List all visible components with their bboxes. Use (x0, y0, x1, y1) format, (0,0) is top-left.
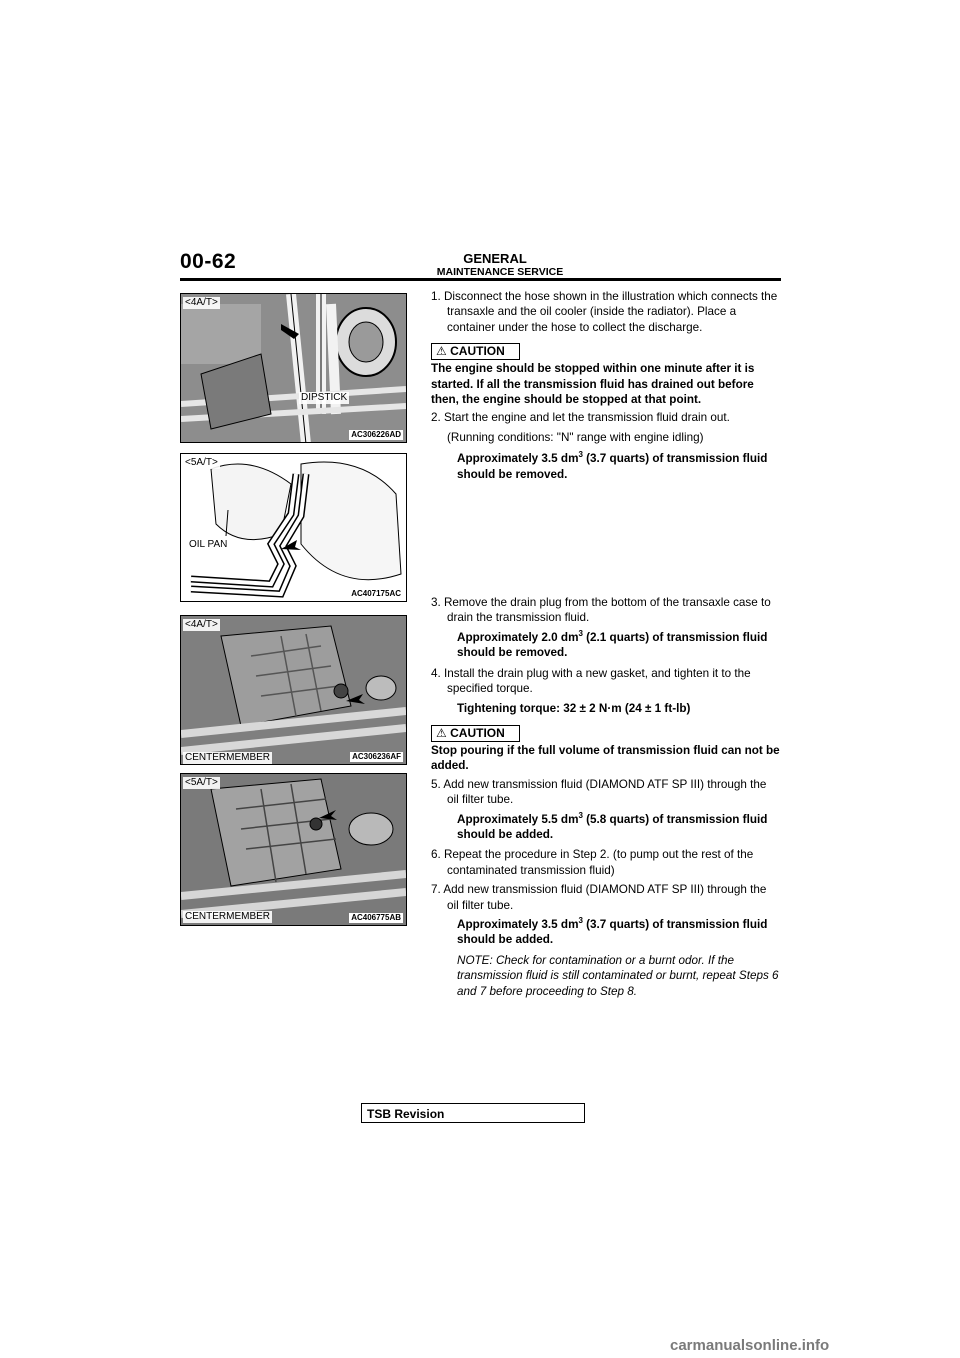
step-7: 7. Add new transmission fluid (DIAMOND ATF SP III) through the oil filter tube. (431, 883, 767, 912)
tightening-torque: Tightening torque: 32 ± 2 N·m (24 ± 1 ft-lb) (457, 701, 691, 715)
step-7-volume: Approximately 3.5 $dm^3$ (3.7 quarts) of transmission fluid should be added. (457, 916, 768, 947)
label-oil-pan: OIL PAN (189, 539, 228, 550)
figure-4at-drain-plug (180, 615, 407, 765)
caution-text-2: Stop pouring if the full volume of transmission fluid can not be added. (431, 743, 780, 773)
figure-code: AC406775AB (351, 913, 401, 922)
caution-box (431, 725, 520, 742)
note: NOTE: Check for contamination or a burnt odor. If the transmission fluid is still contaminated or burnt, repeat Steps 6 and 7 before proceeding to Step 8. (457, 953, 779, 998)
figure-code: AC306226AD (351, 430, 401, 439)
figure-5at-hose (180, 453, 407, 602)
step-2-conditions: (Running conditions: "N" range with engine idling) (447, 430, 704, 444)
header-rule (180, 278, 781, 281)
step-5-volume: Approximately 5.5 $dm^3$ (5.8 quarts) of transmission fluid should be added. (457, 810, 768, 841)
figure-tag: <5A/T> (185, 777, 218, 788)
figure-code: AC407175AC (351, 589, 401, 598)
figure-4at-hose (180, 293, 407, 443)
illustration-transaxle-bottom (181, 616, 406, 764)
section-title: GENERAL (463, 251, 527, 266)
figure-5at-drain-plug (180, 773, 407, 926)
caution-label: CAUTION (450, 725, 505, 740)
step-2-volume: Approximately 3.5 $dm^3$ (3.7 quarts) of transmission fluid should be removed. (457, 450, 768, 481)
illustration-engine-bay (181, 294, 406, 442)
label-dipstick: DIPSTICK (301, 392, 348, 403)
figure-tag: <4A/T> (185, 619, 218, 630)
step-5: 5. Add new transmission fluid (DIAMOND ATF SP III) through the oil filter tube. (431, 777, 767, 807)
illustration-oil-pan-lines (181, 454, 406, 601)
label-centermember: CENTERMEMBER (185, 752, 271, 763)
caution-label: CAUTION (450, 344, 505, 359)
procedure-text (431, 289, 781, 999)
figure-code: AC306236AF (352, 752, 401, 761)
step-3: 3. Remove the drain plug from the bottom of the transaxle case to drain the transmission fluid. (431, 596, 771, 625)
warning-icon: ⚠ (436, 725, 447, 740)
step-3-volume: Approximately 2.0 $dm^3$ (2.1 quarts) of transmission fluid should be removed. (457, 628, 768, 660)
tsb-revision-box: TSB Revision (361, 1103, 585, 1123)
page-number: 00-62 (180, 250, 237, 273)
section-subtitle: MAINTENANCE SERVICE (436, 266, 564, 278)
step-1: 1. Disconnect the hose shown in the illustration which connects the transaxle and the oil cooler (inside the radiator). Place a container under the hose to collect the discharge. (431, 290, 778, 334)
figure-tag: <5A/T> (185, 457, 218, 468)
step-4: 4. Install the drain plug with a new gasket, and tighten it to the specified torque. (431, 666, 751, 696)
watermark: carmanualsonline.info (670, 1337, 830, 1354)
step-2: 2. Start the engine and let the transmission fluid drain out. (431, 411, 730, 425)
step-6: 6. Repeat the procedure in Step 2. (to pump out the rest of the contaminated transmission fluid) (431, 848, 754, 877)
label-centermember: CENTERMEMBER (185, 911, 271, 922)
caution-text-1: The engine should be stopped within one minute after it is started. If all the transmission fluid has drained out before then, the engine should be stopped at that point. (431, 362, 755, 407)
caution-box (431, 343, 520, 360)
figure-tag: <4A/T> (185, 297, 218, 308)
warning-icon: ⚠ (436, 344, 447, 359)
illustration-transaxle-bottom-5at (181, 774, 406, 925)
